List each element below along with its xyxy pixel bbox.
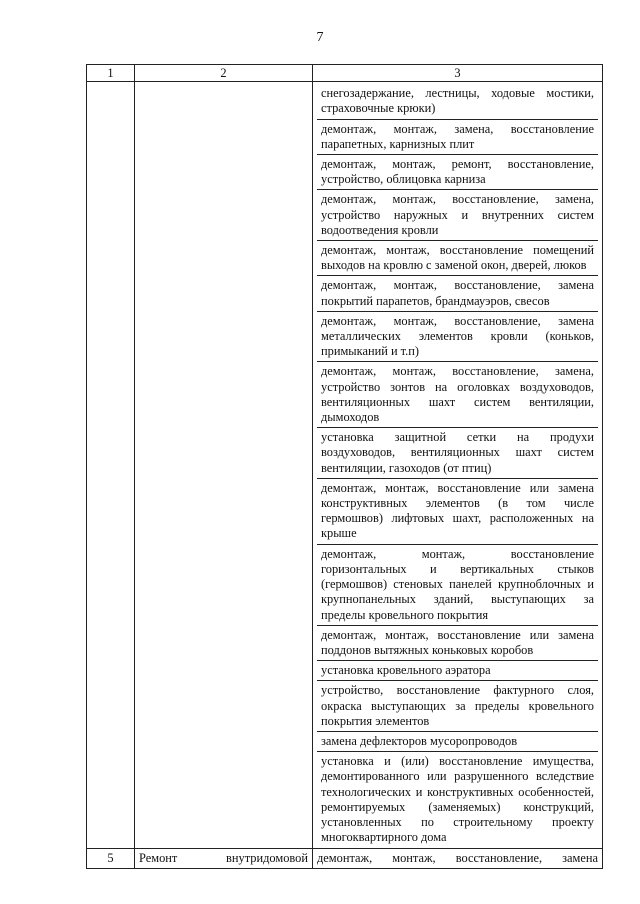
work-item: демонтаж, монтаж, восстановление помещений выходов на кровлю с заменой окон, дверей, люков [317,240,598,275]
header-col-1: 1 [87,65,135,82]
page-number: 7 [316,30,324,45]
row-name: Ремонт внутридомовой [135,849,313,869]
work-item: демонтаж, монтаж, восстановление, замена, устройство наружных и внутренних систем водоотведения кровли [317,189,598,240]
work-item: демонтаж, монтаж, восстановление или замена конструктивных элементов (в том числе гермошвов) лифтовых шахт, расположенных на крыше [317,478,598,544]
continued-name-cell [135,82,313,849]
work-item: установка и (или) восстановление имущества, демонтированного или разрушенного вследствие технологических и конструктивных особенностей, ремонтируемых (заменяемых) конструкций, установленных по строительному проекту многоквартирного дома [317,751,598,847]
work-item: установка кровельного аэратора [317,660,598,680]
work-item: замена дефлекторов мусоропроводов [317,731,598,751]
work-item: демонтаж, монтаж, восстановление, замена покрытий парапетов, брандмауэров, свесов [317,275,598,310]
work-item: демонтаж, монтаж, восстановление, замена, устройство зонтов на оголовках воздуховодов, вентиляционных шахт систем вентиляции, дымоходов [317,361,598,427]
work-item: демонтаж, монтаж, замена, восстановление парапетных, карнизных плит [317,119,598,154]
work-item: устройство, восстановление фактурного слоя, окраска выступающих за пределы кровельного покрытия элементов [317,680,598,731]
continued-number-cell [87,82,135,849]
continued-row [87,82,603,849]
row-works: демонтаж, монтаж, восстановление, замена [313,849,603,869]
works-table [86,64,603,869]
work-item: снегозадержание, лестницы, ходовые мостики, страховочные крюки) [321,86,594,116]
row-number: 5 [87,849,135,869]
work-item: демонтаж, монтаж, восстановление горизонтальных и вертикальных стыков (гермошвов) стеновых панелей крупноблочных и крупнопанельных зданий, выступающих за пределы кровельного покрытия [317,544,598,625]
continued-works-cell [313,82,603,849]
header-col-3: 3 [313,65,603,82]
work-item: демонтаж, монтаж, восстановление, замена металлических элементов кровли (коньков, примыканий и т.п) [317,311,598,362]
work-item: демонтаж, монтаж, восстановление или замена поддонов вытяжных коньковых коробов [317,625,598,660]
header-col-2: 2 [135,65,313,82]
works-list [317,84,598,847]
work-item: демонтаж, монтаж, ремонт, восстановление, устройство, облицовка карниза [317,154,598,189]
header-row [87,65,603,82]
work-item: установка защитной сетки на продухи воздуховодов, вентиляционных шахт систем вентиляции, газоходов (от птиц) [317,427,598,478]
table-row [87,849,603,869]
